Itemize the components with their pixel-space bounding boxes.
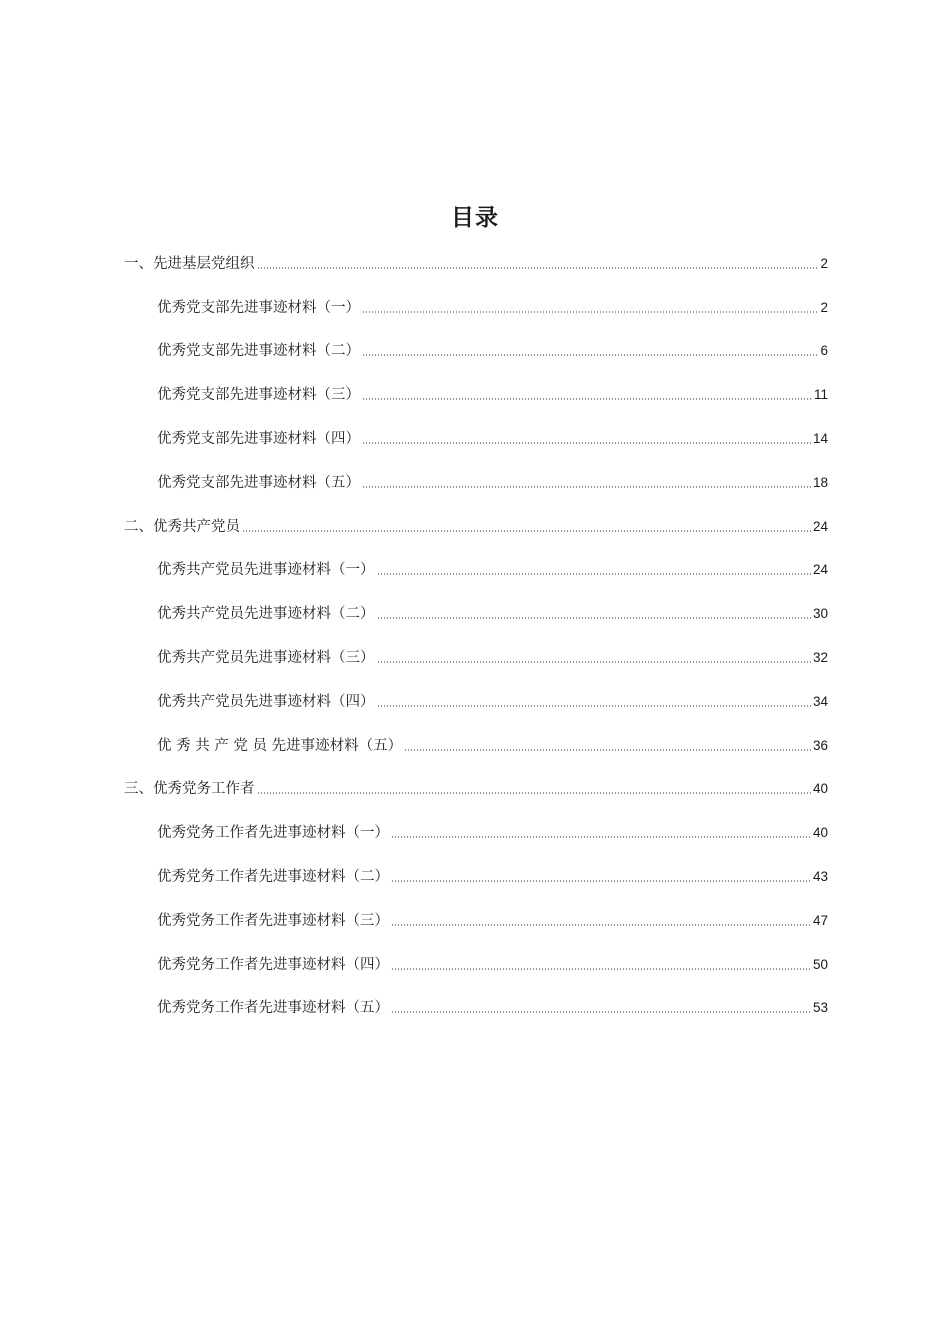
toc-entry-page: 34 [812,693,828,709]
toc-entry-text: 优秀党务工作者先进事迹材料（五） [157,1000,389,1017]
toc-leader-dots [362,311,818,313]
toc-leader-dots [391,1011,811,1013]
toc-entry-page: 30 [812,606,828,622]
toc-entry-text: 优秀党务工作者先进事迹材料（二） [157,868,389,885]
toc-entry-page: 18 [812,474,828,490]
toc-leader-dots [404,749,811,751]
toc-entry-page: 11 [813,387,828,403]
toc-entry-page: 47 [812,912,828,928]
toc-leader-dots [362,398,812,400]
toc-entry-text: 优秀党支部先进事迹材料（四） [157,430,360,447]
toc-entry[interactable] [124,636,828,680]
toc-entry-text: 三、优秀党务工作者 [124,781,255,798]
toc-list [124,242,828,1030]
toc-entry-page: 2 [820,255,828,271]
toc-entry-text: 优秀党务工作者先进事迹材料（三） [157,912,389,929]
toc-entry-page: 40 [812,781,828,797]
toc-entry[interactable] [124,811,828,855]
toc-title: 目录 [451,205,499,231]
toc-entry[interactable] [124,943,828,987]
toc-entry[interactable] [124,855,828,899]
toc-leader-dots [377,661,811,663]
toc-leader-dots [391,836,811,838]
toc-leader-dots [257,792,811,794]
toc-entry[interactable] [124,242,828,286]
toc-entry-page: 2 [820,299,828,315]
toc-entry-text: 二、优秀共产党员 [124,518,240,535]
toc-entry-page: 32 [812,649,828,665]
toc-entry-page: 53 [812,1000,828,1016]
toc-leader-dots [257,267,819,269]
toc-entry[interactable] [124,373,828,417]
toc-entry[interactable] [124,549,828,593]
toc-leader-dots [362,442,811,444]
toc-entry-page: 50 [812,956,828,972]
toc-entry-text: 优秀共产党员先进事迹材料（二） [157,606,375,623]
toc-entry-page: 24 [812,518,828,534]
toc-leader-dots [377,573,811,575]
toc-leader-dots [377,617,811,619]
toc-entry-text: 优秀党支部先进事迹材料（三） [157,387,360,404]
toc-entry-text: 优秀党支部先进事迹材料（一） [157,299,360,316]
toc-entry-text: 优秀党支部先进事迹材料（五） [157,474,360,491]
toc-entry[interactable] [124,286,828,330]
toc-entry-text: 优 秀 共 产 党 员 先进事迹材料（五） [157,737,403,754]
toc-entry-text: 优秀党务工作者先进事迹材料（一） [157,825,389,842]
toc-leader-dots [391,968,811,970]
toc-entry-text: 优秀共产党员先进事迹材料（三） [157,649,375,666]
toc-entry-page: 36 [812,737,828,753]
toc-leader-dots [391,880,811,882]
toc-entry[interactable] [124,724,828,768]
toc-entry-page: 14 [812,430,828,446]
toc-leader-dots [362,486,811,488]
toc-entry[interactable] [124,899,828,943]
toc-entry-text: 一、先进基层党组织 [124,255,255,272]
toc-entry-text: 优秀共产党员先进事迹材料（一） [157,562,375,579]
toc-leader-dots [391,924,811,926]
toc-entry-page: 24 [812,562,828,578]
toc-leader-dots [362,354,818,356]
toc-entry-page: 6 [820,343,828,359]
toc-entry[interactable] [124,987,828,1031]
toc-entry-page: 43 [812,868,828,884]
toc-entry[interactable] [124,680,828,724]
toc-entry-page: 40 [812,825,828,841]
toc-entry-text: 优秀党务工作者先进事迹材料（四） [157,956,389,973]
toc-leader-dots [242,530,811,532]
toc-entry[interactable] [124,330,828,374]
toc-entry[interactable] [124,461,828,505]
toc-entry-text: 优秀党支部先进事迹材料（二） [157,343,360,360]
toc-entry[interactable] [124,592,828,636]
toc-entry[interactable] [124,505,828,549]
toc-entry-text: 优秀共产党员先进事迹材料（四） [157,693,375,710]
toc-entry[interactable] [124,768,828,812]
toc-entry[interactable] [124,417,828,461]
toc-leader-dots [377,705,811,707]
